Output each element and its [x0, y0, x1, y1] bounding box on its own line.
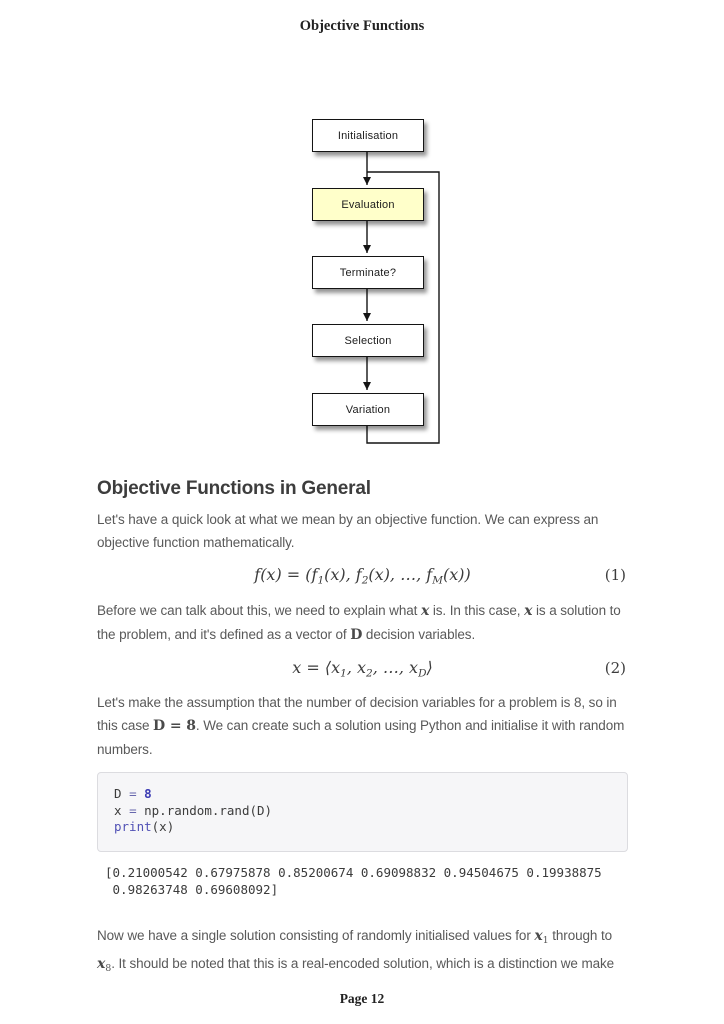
- math-var-x8: x: [97, 955, 106, 972]
- flowchart-node-terminate: [312, 256, 424, 289]
- math-var-x: x: [420, 602, 430, 619]
- equation-1-number: (1): [604, 566, 626, 584]
- code-line: print(x): [114, 819, 175, 834]
- math-var-x1: x: [534, 927, 543, 944]
- paragraph-conclusion: Now we have a single solution consisting of randomly initialised values for $x_1$ through to $x_8$. It should be noted that this is a real-encoded solution, which is a distinction we make: [97, 927, 615, 974]
- main-content: [97, 477, 628, 991]
- paragraph-intro: Let's have a quick look at what we mean by an objective function. We can express an objective function mathematically.: [97, 512, 599, 550]
- node-label: Terminate?: [339, 266, 397, 279]
- node-label: Evaluation: [341, 198, 395, 211]
- equation-2: [97, 658, 628, 680]
- paragraph-explain-x: Before we can talk about this, we need to explain what x is. In this case, x is a solution to the problem, and it's defined as a vector of D decision variables.: [97, 602, 621, 643]
- code-line: x = np.random.rand(D): [114, 802, 273, 818]
- paragraph-assumption: Let's make the assumption that the number of decision variables for a problem is 8, so in this case D = 8. We can create such a solution using Python and initialise it with random numbers.: [97, 695, 625, 757]
- equation-2-body: $x = ⟨x_1$, $x_2$, …, $x_D⟩$: [292, 657, 433, 679]
- equation-2-number: (2): [604, 658, 626, 677]
- node-label: Variation: [345, 403, 391, 416]
- flowchart-node-selection: [312, 324, 424, 357]
- math-var-x: x: [524, 602, 533, 619]
- math-var-D: D: [153, 718, 166, 734]
- output-line: 0.98263748 0.69608092]: [105, 881, 279, 897]
- flowchart-node-evaluation: [312, 188, 424, 221]
- section-title: Objective Functions in General: [97, 478, 371, 499]
- output-line: [0.21000542 0.67975878 0.85200674 0.69098832 0.94504675 0.19938875: [105, 864, 602, 880]
- equation-1-body: $f(x) = (f_1(x)$, $f_2(x)$, …, $f_M(x)$): [254, 565, 471, 587]
- math-num-8: 8: [186, 718, 196, 734]
- equation-1: [97, 565, 628, 587]
- math-var-D: D: [350, 626, 363, 643]
- node-label: Selection: [344, 334, 392, 347]
- flowchart: [0, 0, 724, 465]
- flowchart-node-initialisation: [312, 119, 424, 152]
- code-block: [97, 772, 628, 852]
- node-label: Initialisation: [337, 129, 399, 142]
- code-line: D = 8: [114, 786, 152, 801]
- math-equals: =: [165, 718, 187, 734]
- page-footer-label: Page 12: [339, 991, 385, 1006]
- page-header-title: Objective Functions: [299, 18, 425, 34]
- code-output: [105, 864, 628, 898]
- flowchart-node-variation: [312, 393, 424, 426]
